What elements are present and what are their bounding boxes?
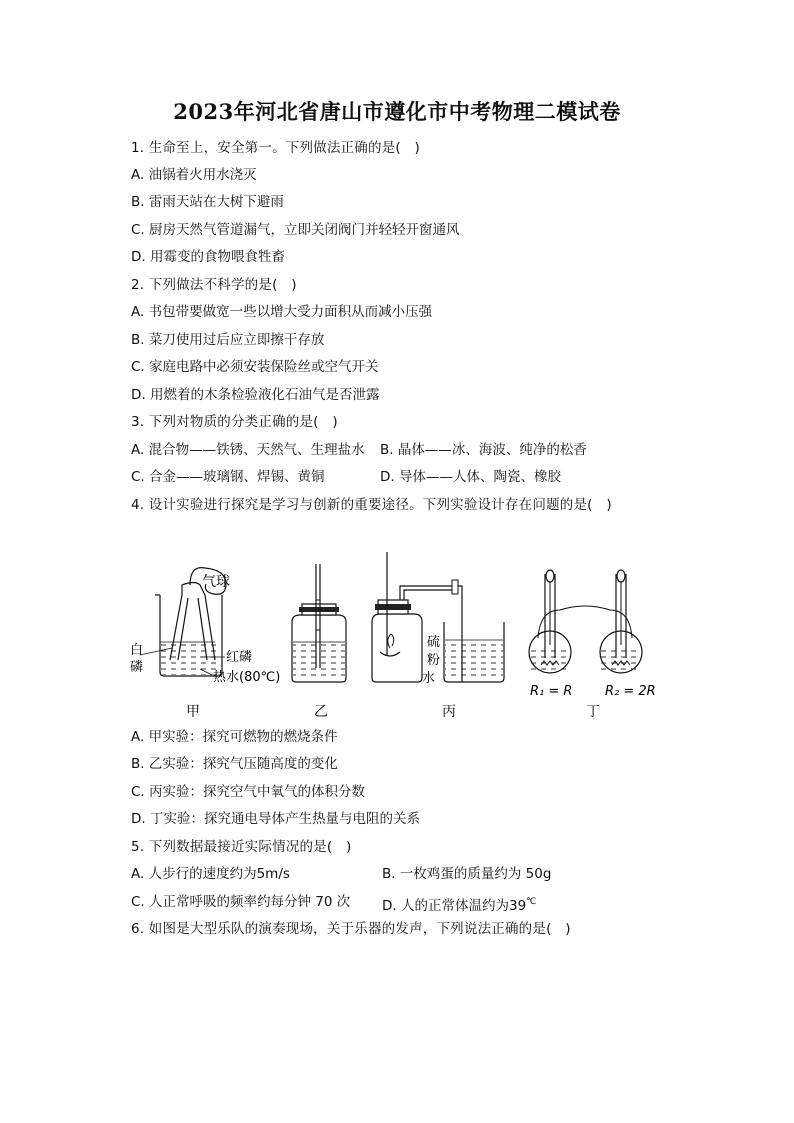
white-phosphorus-label-1: 白 [130,643,144,658]
figure-label-jia: 甲 [186,704,200,720]
question-1-option-a: A. 油锅着火用水浇灭 [131,167,257,183]
question-3-stem: 3. 下列对物质的分类正确的是( ) [131,414,338,430]
question-1-option-d: D. 用霉变的食物喂食牲畜 [131,249,285,265]
question-6-stem: 6. 如图是大型乐队的演奏现场，关于乐器的发声，下列说法正确的是( ) [131,921,571,937]
question-3-option-b: B. 晶体——冰、海波、纯净的松香 [380,442,587,458]
experiment-figure [0,540,794,720]
water-label: 水 [422,671,436,686]
question-5-option-b: B. 一枚鸡蛋的质量约为 50g [382,866,552,882]
balloon-label: 气球 [202,574,230,590]
question-4-option-c: C. 丙实验：探究空气中氧气的体积分数 [131,784,366,800]
question-3-option-c: C. 合金——玻璃钢、焊锡、黄铜 [131,469,325,485]
question-5-option-d-text: D. 人的正常体温约为39 [382,898,527,914]
r1-label: R₁ = R [530,684,573,699]
question-5-option-a: A. 人步行的速度约为5m/s [131,866,290,882]
question-3-option-a: A. 混合物——铁锈、天然气、生理盐水 [131,442,365,458]
question-5-option-c: C. 人正常呼吸的频率约每分钟 70 次 [131,894,351,910]
question-3-option-d: D. 导体——人体、陶瓷、橡胶 [380,469,561,485]
question-4-option-a: A. 甲实验：探究可燃物的燃烧条件 [131,729,338,745]
page-title: 2023年河北省唐山市遵化市中考物理二模试卷 [173,99,621,124]
figure-label-bing: 丙 [442,704,456,720]
question-4-option-b: B. 乙实验：探究气压随高度的变化 [131,756,338,772]
hot-water-label: 热水(80℃) [213,670,281,685]
question-2-option-d: D. 用燃着的木条检验液化石油气是否泄露 [131,387,380,403]
apparatus-ding [529,570,656,699]
apparatus-bing [372,552,504,686]
apparatus-yi [292,564,346,682]
r2-label: R₂ = 2R [605,684,656,699]
apparatus-jia [130,568,280,685]
figure-label-yi: 乙 [314,704,328,720]
question-1-option-c: C. 厨房天然气管道漏气，立即关闭阀门并轻轻开窗通风 [131,222,460,238]
question-5-option-d [382,893,536,915]
celsius-unit: ℃ [526,897,537,907]
question-2-option-c: C. 家庭电路中必须安装保险丝或空气开关 [131,359,379,375]
sulfur-label-1: 硫 [427,635,441,650]
question-1-option-b: B. 雷雨天站在大树下避雨 [131,194,284,210]
question-5-stem: 5. 下列数据最接近实际情况的是( ) [131,839,352,855]
figure-label-ding: 丁 [586,704,600,720]
question-4-option-d: D. 丁实验：探究通电导体产生热量与电阻的关系 [131,811,420,827]
question-4-stem: 4. 设计实验进行探究是学习与创新的重要途径。下列实验设计存在问题的是( ) [131,497,612,513]
white-phosphorus-label-2: 磷 [130,660,144,675]
question-2-option-a: A. 书包带要做宽一些以增大受力面积从而减小压强 [131,304,433,320]
question-2-stem: 2. 下列做法不科学的是( ) [131,277,297,293]
sulfur-label-2: 粉 [427,653,441,668]
question-1-stem: 1. 生命至上，安全第一。下列做法正确的是( ) [131,140,421,156]
question-2-option-b: B. 菜刀使用过后应立即擦干存放 [131,332,325,348]
red-phosphorus-label: 红磷 [226,650,253,665]
